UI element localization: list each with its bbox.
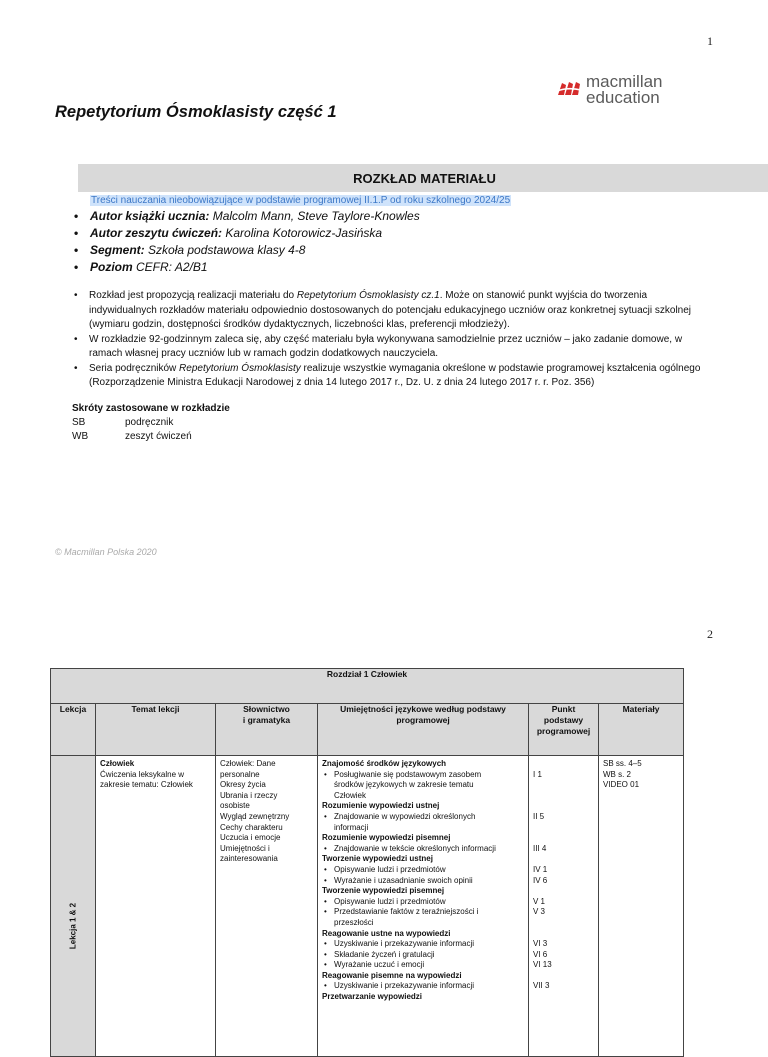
table-row: [51, 756, 684, 1057]
curriculum-point: [533, 854, 594, 865]
abbreviation-key: WB: [72, 431, 89, 442]
note-text: Rozkład jest propozycją realizacji materiału do: [89, 290, 297, 301]
note-text: realizuje wszystkie wymagania określone w podstawie programowej kształcenia ogólnego (Rozporządzenie Ministra Edukacji Narodowej z dnia 14 lutego 2017 r., Dz. U. z dnia 24 lutego 2017 r. r. Poz. 356): [89, 362, 701, 388]
skill-item: • Opisywanie ludzi i przedmiotów: [322, 865, 524, 876]
chapter-title: Rozdział 1 Człowiek: [51, 669, 684, 704]
meta-value: Szkoła podstawowa klasy 4-8: [148, 243, 306, 257]
skill-heading: Tworzenie wypowiedzi pisemnej: [322, 886, 445, 896]
curriculum-point: III 4: [533, 843, 547, 853]
curriculum-point: V 1: [533, 896, 546, 906]
highlight-note: Treści nauczania nieobowiązujące w podstawie programowej II.1.P od roku szkolnego 2024/25: [91, 195, 511, 206]
meta-list: [72, 208, 420, 276]
curriculum-point: [533, 759, 594, 770]
temat-cell: [96, 756, 216, 1057]
meta-value: Malcolm Mann, Steve Taylore-Knowles: [212, 209, 420, 223]
curriculum-point: [533, 971, 594, 982]
note-text: Seria podręczników: [89, 362, 180, 374]
header-lekcja: Lekcja: [51, 704, 96, 756]
curriculum-point: [533, 780, 594, 791]
meta-label: Autor książki ucznia:: [90, 209, 210, 223]
skill-item: przeszłości: [334, 917, 374, 927]
curriculum-point: VI 3: [533, 939, 548, 949]
curriculum-point: [533, 992, 594, 1003]
section-heading: [78, 164, 768, 192]
skill-item: • Opisywanie ludzi i przedmiotów: [322, 897, 524, 908]
lekcja-label: Lekcja 1 & 2: [68, 902, 78, 950]
macmillan-logo: [556, 72, 676, 112]
curriculum-point: IV 6: [533, 875, 548, 885]
curriculum-point: VII 3: [533, 981, 550, 991]
abbreviation-value: zeszyt ćwiczeń: [125, 431, 192, 442]
curriculum-point: I 1: [533, 769, 542, 779]
curriculum-point: [533, 801, 594, 812]
slownictwo-cell: [216, 756, 318, 1057]
lesson-plan-table: [50, 668, 683, 1048]
abbreviations-title: Skróty zastosowane w rozkładzie: [72, 403, 230, 414]
header-line: programowej: [536, 726, 591, 736]
abbreviation-value: podręcznik: [125, 417, 174, 428]
header-slownictwo: [216, 704, 318, 756]
note-item: [72, 333, 712, 362]
skill-item: • Składanie życzeń i gratulacji: [322, 950, 524, 961]
header-line: Słownictwo: [243, 704, 290, 714]
skill-heading: Reagowanie pisemne na wypowiedzi: [322, 970, 462, 980]
document-title: Repetytorium Ósmoklasisty część 1: [55, 103, 337, 121]
abbreviation-key: SB: [72, 417, 86, 428]
punkt-cell: [529, 756, 599, 1057]
header-line: Punkt: [551, 704, 576, 714]
header-line: Umiejętności językowe według podstawy: [340, 704, 506, 714]
note-title: Repetytorium Ósmoklasisty: [179, 362, 301, 374]
logo-line-1: macmillan: [586, 72, 663, 91]
note-item: [72, 289, 712, 333]
curriculum-point: [533, 918, 594, 929]
vocabulary-item: Wygląd zewnętrzny: [220, 811, 290, 821]
skill-item: środków językowych w zakresie tematu: [334, 780, 474, 790]
curriculum-point: IV 1: [533, 864, 548, 874]
skill-heading: Tworzenie wypowiedzi ustnej: [322, 854, 433, 864]
header-line: podstawy: [543, 715, 584, 725]
skill-item: • Wyrażanie i uzasadnianie swoich opinii: [322, 876, 524, 887]
skill-item: • Znajdowanie w wypowiedzi określonych: [322, 812, 524, 823]
section-heading-text: ROZKŁAD MATERIAŁU: [353, 170, 496, 186]
curriculum-point: VI 13: [533, 960, 552, 970]
material-item: VIDEO 01: [603, 780, 640, 790]
meta-label: Poziom: [90, 260, 133, 274]
page-number: 1: [707, 34, 713, 48]
material-item: WB s. 2: [603, 769, 632, 779]
vocabulary-item: osobiste: [220, 801, 250, 811]
skill-heading: Reagowanie ustne na wypowiedzi: [322, 928, 451, 938]
skill-item: informacji: [334, 822, 369, 832]
header-umiejetnosci: [318, 704, 529, 756]
curriculum-point: [533, 823, 594, 834]
vocabulary-item: personalne: [220, 769, 260, 779]
meta-value: CEFR: A2/B1: [136, 260, 208, 274]
material-item: SB ss. 4–5: [603, 759, 642, 768]
header-temat: Temat lekcji: [96, 704, 216, 756]
skill-item: • Uzyskiwanie i przekazywanie informacji: [322, 939, 524, 950]
macmillan-logo-icon: [556, 79, 582, 97]
notes-list: [72, 289, 712, 391]
skill-item: • Wyrażanie uczuć i emocji: [322, 960, 524, 971]
curriculum-point: [533, 886, 594, 897]
note-text: . Może on stanowić punkt wyjścia do tworzenia indywidualnych rozkładów materiału odpowiednio dostosowanych do potencjału edukacyjnego uczniów oraz konkretnej sytuacji szkolnej (wymiaru godzin, dostępności środków dydaktycznych, liczebności klas, preferencji młodzieży).: [89, 290, 692, 330]
meta-item: [72, 259, 420, 276]
vocabulary-item: Człowiek: Dane: [220, 759, 276, 768]
note-title: Repetytorium Ósmoklasisty cz.1: [296, 290, 440, 301]
lekcja-cell: [51, 756, 96, 1057]
skill-heading: Znajomość środków językowych: [322, 759, 447, 768]
logo-line-2: education: [586, 88, 660, 107]
page-number: 2: [707, 627, 713, 641]
meta-item: [72, 242, 420, 259]
meta-item: [72, 208, 420, 225]
skill-heading: Rozumienie wypowiedzi ustnej: [322, 801, 440, 811]
vocabulary-item: Umiejętności i: [220, 843, 270, 853]
vocabulary-item: Ubrania i rzeczy: [220, 790, 278, 800]
macmillan-logo-text: [586, 74, 663, 106]
curriculum-point: [533, 929, 594, 940]
vocabulary-item: Okresy życia: [220, 780, 266, 790]
meta-value: Karolina Kotorowicz-Jasińska: [225, 226, 383, 240]
vocabulary-item: Cechy charakteru: [220, 822, 283, 832]
vocabulary-item: Uczucia i emocje: [220, 833, 281, 843]
skill-item: • Uzyskiwanie i przekazywanie informacji: [322, 981, 524, 992]
copyright: © Macmillan Polska 2020: [55, 547, 157, 557]
skill-item: • Przedstawianie faktów z teraźniejszości i: [322, 907, 524, 918]
header-materialy: Materiały: [599, 704, 684, 756]
curriculum-point: [533, 833, 594, 844]
curriculum-point: V 3: [533, 907, 546, 917]
curriculum-point: VI 6: [533, 949, 548, 959]
temat-title: Człowiek: [100, 759, 135, 768]
header-line: i gramatyka: [242, 715, 291, 725]
skill-item: • Posługiwanie się podstawowym zasobem: [322, 770, 524, 781]
meta-item: [72, 225, 420, 242]
curriculum-point: [533, 791, 594, 802]
skill-item: Człowiek: [334, 790, 367, 800]
umiejetnosci-cell: [318, 756, 529, 1057]
note-item: [72, 362, 712, 391]
temat-body: Ćwiczenia leksykalne w zakresie tematu: Człowiek: [100, 769, 193, 790]
header-punkt: [529, 704, 599, 756]
vocabulary-item: zainteresowania: [220, 854, 278, 864]
materialy-cell: [599, 756, 684, 1057]
curriculum-point: II 5: [533, 811, 545, 821]
meta-label: Autor zeszytu ćwiczeń:: [90, 226, 223, 240]
skill-item: • Znajdowanie w tekście określonych informacji: [322, 844, 524, 855]
skill-heading: Przetwarzanie wypowiedzi: [322, 992, 423, 1002]
header-line: programowej: [396, 715, 450, 725]
meta-label: Segment:: [90, 243, 145, 257]
skill-heading: Rozumienie wypowiedzi pisemnej: [322, 833, 451, 843]
note-text: W rozkładzie 92-godzinnym zaleca się, aby część materiału była wykonywana samodzielnie przez uczniów – jako zadanie domowe, w ramach własnej pracy uczniów lub w ramach godzin dodatkowych nauczyciela.: [89, 333, 683, 359]
